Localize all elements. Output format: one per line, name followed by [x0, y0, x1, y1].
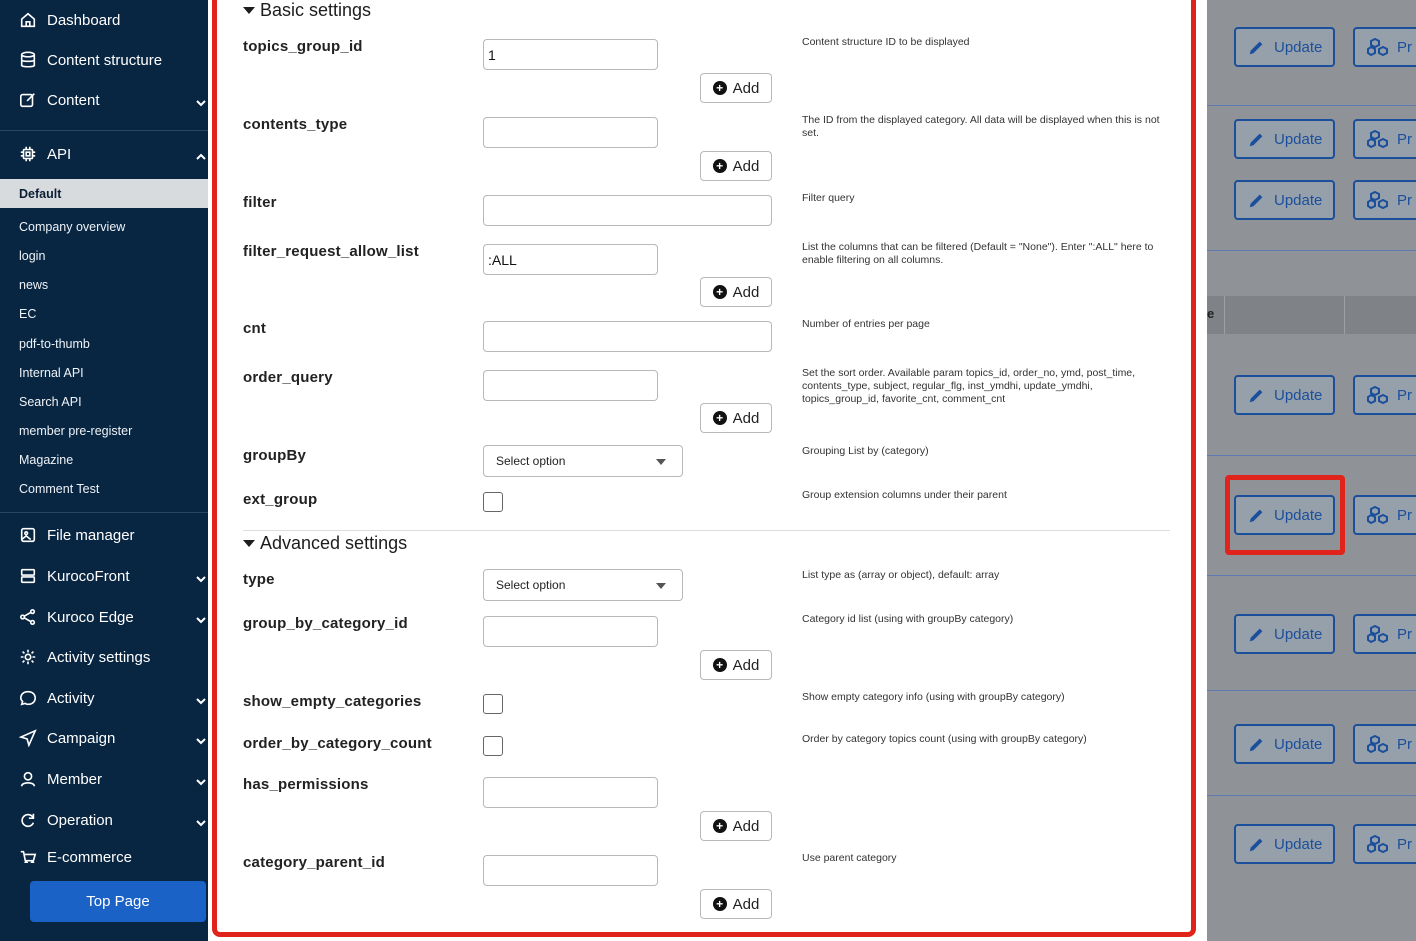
preview-label: Pr: [1397, 38, 1412, 56]
groupby-select[interactable]: [483, 445, 683, 477]
chat-icon: [19, 689, 37, 707]
add-label: Add: [732, 283, 760, 301]
sidebar-item-dashboard[interactable]: [0, 0, 208, 40]
image-icon: [19, 526, 37, 544]
plus-circle-icon: +: [713, 819, 727, 833]
plus-circle-icon: +: [713, 897, 727, 911]
preview-button[interactable]: [1353, 824, 1416, 864]
field-label: group_by_category_id: [243, 615, 408, 632]
update-button[interactable]: [1234, 824, 1335, 864]
sidebar-item-e-commerce[interactable]: [0, 841, 208, 863]
chevron-down-icon: [196, 693, 206, 703]
sidebar-item-label: E-commerce: [47, 849, 133, 863]
sidebar-item-label: Content: [47, 91, 100, 109]
sidebar-subitem-default[interactable]: Default: [0, 179, 208, 208]
preview-button[interactable]: [1353, 27, 1416, 67]
sidebar: [0, 0, 208, 941]
add-label: Add: [732, 157, 760, 175]
row-divider: [1207, 455, 1416, 456]
home-icon: [19, 11, 37, 29]
filter-input[interactable]: [483, 195, 772, 226]
sidebar-item-activity-settings[interactable]: [0, 637, 208, 677]
add-label: Add: [732, 895, 760, 913]
chevron-down-icon: [196, 95, 206, 105]
update-label: Update: [1274, 386, 1323, 404]
add-button[interactable]: [700, 811, 772, 841]
field-description: Grouping List by (category): [802, 445, 929, 457]
sidebar-item-member[interactable]: [0, 759, 208, 799]
cubes-icon: [1367, 624, 1391, 644]
preview-label: Pr: [1397, 835, 1412, 853]
field-description: Group extension columns under their parent: [802, 489, 1007, 501]
ext-group-checkbox[interactable]: [483, 492, 503, 512]
sidebar-item-file-manager[interactable]: [0, 515, 208, 555]
sidebar-item-label: Activity settings: [47, 648, 151, 666]
server-icon: [19, 567, 37, 585]
preview-label: Pr: [1397, 625, 1412, 643]
field-label: contents_type: [243, 116, 348, 133]
edit-icon: [19, 91, 37, 109]
field-label: filter: [243, 194, 277, 211]
update-button[interactable]: [1234, 375, 1335, 415]
field-description: Content structure ID to be displayed: [802, 36, 970, 48]
add-button[interactable]: [700, 403, 772, 433]
sidebar-item-operation[interactable]: [0, 800, 208, 840]
has-permissions-input[interactable]: [483, 777, 658, 808]
sidebar-item-label: Operation: [47, 811, 113, 829]
sidebar-subitem[interactable]: EC: [19, 306, 37, 321]
filter-request-allow-list-input[interactable]: :ALL: [483, 244, 658, 275]
sidebar-divider: [0, 512, 208, 513]
sidebar-subitem[interactable]: login: [19, 248, 46, 263]
pencil-icon: [1248, 625, 1266, 643]
sidebar-item-api[interactable]: [0, 134, 208, 174]
sidebar-item-label: KurocoFront: [47, 567, 130, 585]
update-label: Update: [1274, 130, 1323, 148]
sidebar-item-label: Kuroco Edge: [47, 608, 134, 626]
add-label: Add: [732, 817, 760, 835]
top-page-button[interactable]: Top Page: [30, 881, 206, 922]
sidebar-item-label: File manager: [47, 526, 135, 544]
share-icon: [19, 608, 37, 626]
field-description: Filter query: [802, 192, 855, 204]
field-label: show_empty_categories: [243, 693, 422, 710]
show-empty-categories-checkbox[interactable]: [483, 694, 503, 714]
pencil-icon: [1248, 38, 1266, 56]
preview-label: Pr: [1397, 191, 1412, 209]
update-label: Update: [1274, 191, 1323, 209]
field-label: order_query: [243, 369, 333, 386]
plus-circle-icon: +: [713, 159, 727, 173]
cubes-icon: [1367, 834, 1391, 854]
row-divider: [1207, 795, 1416, 796]
sidebar-item-label: Member: [47, 770, 103, 788]
sidebar-divider: [0, 130, 208, 131]
cart-icon: [19, 849, 37, 863]
add-button[interactable]: [700, 73, 772, 103]
cubes-icon: [1367, 129, 1391, 149]
pencil-icon: [1248, 130, 1266, 148]
gear-icon: [19, 648, 37, 666]
pencil-icon: [1248, 386, 1266, 404]
field-description: Order by category topics count (using with groupBy category): [802, 733, 1087, 745]
sidebar-subitem[interactable]: news: [19, 277, 49, 292]
type-select[interactable]: [483, 569, 683, 601]
cubes-icon: [1367, 734, 1391, 754]
plus-circle-icon: +: [713, 285, 727, 299]
section-title: Advanced settings: [260, 533, 408, 553]
caret-down-icon: [243, 7, 255, 14]
column-divider: [1344, 296, 1345, 334]
preview-button[interactable]: [1353, 614, 1416, 654]
sidebar-subitem[interactable]: Company overview: [19, 219, 126, 234]
column-header-fragment: e: [1207, 306, 1215, 321]
chevron-down-icon: [196, 571, 206, 581]
cnt-input[interactable]: [483, 321, 772, 352]
field-description: List type as (array or object), default: array: [802, 569, 1000, 581]
field-description: The ID from the displayed category. All data will be displayed when this is not set.: [802, 114, 1160, 139]
sidebar-item-content[interactable]: [0, 80, 208, 120]
update-button[interactable]: [1234, 27, 1335, 67]
field-label: filter_request_allow_list: [243, 243, 419, 260]
section-advanced-settings[interactable]: [243, 533, 407, 554]
field-description: Number of entries per page: [802, 318, 930, 330]
add-label: Add: [732, 79, 760, 97]
sidebar-item-content-structure[interactable]: [0, 40, 208, 80]
update-label: Update: [1274, 835, 1323, 853]
chevron-down-icon: [196, 612, 206, 622]
contents-type-input[interactable]: [483, 117, 658, 148]
update-button[interactable]: [1234, 180, 1335, 220]
section-basic-settings[interactable]: [243, 0, 371, 21]
database-icon: [19, 51, 37, 69]
sidebar-item-kurocofront[interactable]: [0, 556, 208, 596]
row-divider: [1207, 690, 1416, 691]
section-divider: [243, 530, 1170, 531]
section-title: Basic settings: [260, 0, 372, 20]
update-button[interactable]: [1234, 614, 1335, 654]
chevron-down-icon: [196, 774, 206, 784]
sidebar-subitem[interactable]: Magazine: [19, 452, 74, 467]
sidebar-subitem[interactable]: Search API: [19, 394, 82, 409]
settings-modal: [208, 0, 1207, 941]
add-button[interactable]: [700, 650, 772, 680]
preview-button[interactable]: [1353, 180, 1416, 220]
cubes-icon: [1367, 385, 1391, 405]
field-description: Category id list (using with groupBy category): [802, 613, 1014, 625]
field-label: topics_group_id: [243, 38, 363, 55]
refresh-icon: [19, 811, 37, 829]
field-label: has_permissions: [243, 776, 369, 793]
plus-circle-icon: +: [713, 411, 727, 425]
update-label: Update: [1274, 625, 1323, 643]
chevron-up-icon: [196, 149, 206, 159]
cubes-icon: [1367, 190, 1391, 210]
field-label: groupBy: [243, 447, 307, 464]
field-label: order_by_category_count: [243, 735, 432, 752]
caret-down-icon: [656, 459, 666, 465]
order-by-category-count-checkbox[interactable]: [483, 736, 503, 756]
pencil-icon: [1248, 191, 1266, 209]
add-label: Add: [732, 409, 760, 427]
sidebar-item-kuroco-edge[interactable]: [0, 597, 208, 637]
field-label: ext_group: [243, 491, 318, 508]
sidebar-subitem[interactable]: pdf-to-thumb: [19, 336, 90, 351]
pencil-icon: [1248, 835, 1266, 853]
column-divider: [1224, 296, 1225, 334]
update-button[interactable]: [1234, 724, 1335, 764]
update-label: Update: [1274, 735, 1323, 753]
sidebar-item-label: API: [47, 145, 72, 163]
field-description: Use parent category: [802, 852, 897, 864]
order-query-input[interactable]: [483, 370, 658, 401]
preview-label: Pr: [1397, 735, 1412, 753]
field-label: category_parent_id: [243, 854, 385, 871]
field-description: Show empty category info (using with groupBy category): [802, 691, 1065, 703]
sidebar-item-label: Content structure: [47, 51, 163, 69]
pencil-icon: [1248, 735, 1266, 753]
select-value: Select option: [496, 454, 566, 468]
sidebar-item-activity[interactable]: [0, 678, 208, 718]
sidebar-subitem[interactable]: member pre-register: [19, 423, 133, 438]
sidebar-subitem[interactable]: Comment Test: [19, 481, 100, 496]
preview-label: Pr: [1397, 506, 1412, 524]
row-divider: [1207, 250, 1416, 251]
preview-label: Pr: [1397, 386, 1412, 404]
preview-button[interactable]: [1353, 375, 1416, 415]
chip-icon: [19, 145, 37, 163]
table-header-band: [1207, 296, 1416, 334]
chevron-down-icon: [196, 733, 206, 743]
preview-button[interactable]: [1353, 119, 1416, 159]
highlight-box-update: [1225, 475, 1345, 555]
group-by-category-id-input[interactable]: [483, 616, 658, 647]
sidebar-item-label: Campaign: [47, 729, 116, 747]
field-description: List the columns that can be filtered (Default = "None"). Enter ":ALL" here to enable filtering on all columns.: [802, 241, 1154, 266]
user-icon: [19, 770, 37, 788]
send-icon: [19, 729, 37, 747]
plus-circle-icon: +: [713, 81, 727, 95]
cubes-icon: [1367, 505, 1391, 525]
cubes-icon: [1367, 37, 1391, 57]
field-label: type: [243, 571, 275, 588]
select-value: Select option: [496, 578, 566, 592]
update-label: Update: [1274, 38, 1323, 56]
field-description: Set the sort order. Available param topics_id, order_no, ymd, post_time, contents_type, subject, regular_flg, inst_ymdhi, update_ymdhi, topics_group_id, favorite_cnt, comment_cnt: [802, 367, 1136, 405]
plus-circle-icon: +: [713, 658, 727, 672]
sidebar-item-label: Dashboard: [47, 11, 121, 29]
add-button[interactable]: [700, 889, 772, 919]
preview-button[interactable]: [1353, 495, 1416, 535]
sidebar-item-campaign[interactable]: [0, 718, 208, 758]
add-button[interactable]: [700, 277, 772, 307]
chevron-down-icon: [196, 815, 206, 825]
category-parent-id-input[interactable]: [483, 855, 658, 886]
field-label: cnt: [243, 320, 267, 337]
sidebar-item-label: Activity: [47, 689, 95, 707]
update-button[interactable]: [1234, 119, 1335, 159]
row-divider: [1207, 105, 1416, 106]
add-label: Add: [732, 656, 760, 674]
row-divider: [1207, 575, 1416, 576]
preview-button[interactable]: [1353, 724, 1416, 764]
update-label: Update: [1274, 506, 1323, 524]
sidebar-subitem[interactable]: Internal API: [19, 365, 84, 380]
preview-label: Pr: [1397, 130, 1412, 148]
caret-down-icon: [656, 583, 666, 589]
caret-down-icon: [243, 540, 255, 547]
add-button[interactable]: [700, 151, 772, 181]
topics-group-id-input[interactable]: 1: [483, 39, 658, 70]
